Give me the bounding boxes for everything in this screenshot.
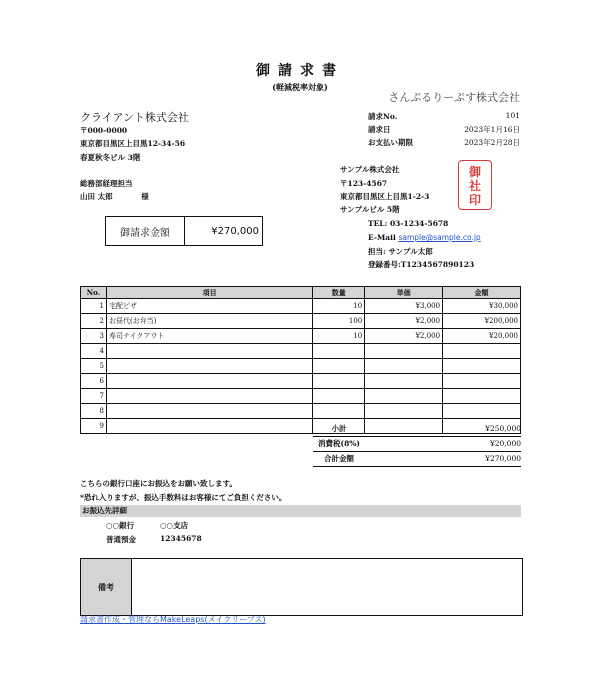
- meta-key: 請求No.: [368, 112, 398, 121]
- issuer-logo-text: さんぷるりーぷす株式会社: [388, 91, 520, 104]
- row-amount: ¥20,000: [443, 329, 521, 344]
- fee-note: *恐れ入りますが、振込手数料はお客様にてご負担ください。: [80, 493, 287, 502]
- row-amount: ¥200,000: [443, 314, 521, 329]
- company-seal-stamp: [458, 160, 492, 210]
- client-address2: 春夏秋冬ビル 3階: [80, 153, 141, 162]
- grand-total-value: ¥270,000: [485, 454, 521, 463]
- row-unit-price: ¥2,000: [365, 329, 443, 344]
- row-item: [106, 344, 312, 359]
- seal-char: 御: [468, 165, 481, 179]
- table-row: [81, 329, 521, 344]
- table-row: [81, 404, 521, 419]
- client-department: 総務部経理担当: [80, 179, 133, 188]
- row-item: [106, 389, 312, 404]
- meta-due-date: [368, 137, 520, 148]
- meta-invoice-no: [368, 111, 520, 122]
- meta-invoice-date: [368, 124, 520, 135]
- row-qty: 100: [313, 314, 365, 329]
- row-unit-price: [365, 359, 443, 374]
- bank-branch: ○○支店: [160, 521, 189, 530]
- row-no: 5: [81, 359, 107, 374]
- row-no: 9: [81, 419, 107, 434]
- row-unit-price: [365, 374, 443, 389]
- makeleaps-link[interactable]: 請求書作成・管理ならMakeLeaps(メイクリープス): [80, 615, 266, 624]
- row-amount: [443, 404, 521, 419]
- issuer-address1: 東京都目黒区上目黒1-2-3: [340, 192, 430, 201]
- meta-value: 2023年2月28日: [464, 138, 520, 147]
- row-no: 1: [81, 299, 107, 314]
- tax-value: ¥20,000: [489, 439, 521, 448]
- seal-char: 印: [468, 193, 481, 207]
- table-row: [81, 314, 521, 329]
- row-item: 寿司テイクアウト: [106, 329, 312, 344]
- row-qty: [313, 404, 365, 419]
- table-header-row: [81, 287, 521, 299]
- issuer-email-label: E-Mail: [368, 233, 396, 242]
- client-address1: 東京都目黒区上目黒12-34-56: [80, 139, 186, 148]
- header-qty: 数量: [313, 287, 365, 299]
- row-amount: [443, 389, 521, 404]
- row-unit-price: [365, 389, 443, 404]
- row-qty: 10: [313, 299, 365, 314]
- meta-key: 請求日: [368, 125, 391, 134]
- account-number: 12345678: [160, 534, 202, 543]
- row-no: 8: [81, 404, 107, 419]
- header-unit-price: 単価: [365, 287, 443, 299]
- tax-row: [313, 437, 521, 452]
- row-no: 4: [81, 344, 107, 359]
- row-no: 3: [81, 329, 107, 344]
- header-item: 項目: [106, 287, 312, 299]
- row-unit-price: ¥2,000: [365, 314, 443, 329]
- row-qty: [313, 359, 365, 374]
- client-name: クライアント株式会社: [80, 111, 189, 124]
- client-honorific: 様: [141, 192, 149, 201]
- issuer-email-line: [368, 233, 481, 242]
- document-title: 御請求書: [256, 63, 344, 79]
- seal-char: 社: [468, 179, 481, 193]
- items-table: [80, 286, 521, 434]
- issuer-postal: 〒123-4567: [340, 179, 388, 188]
- row-amount: [443, 359, 521, 374]
- invoice-total-value: ¥270,000: [211, 225, 259, 237]
- issuer-tel: TEL: 03-1234-5678: [368, 219, 449, 228]
- invoice-total-label: 御請求金額: [106, 217, 185, 245]
- payment-note: こちらの銀行口座にお振込をお願い致します。: [80, 479, 237, 488]
- row-qty: [313, 389, 365, 404]
- meta-value: 101: [505, 111, 520, 120]
- row-unit-price: ¥3,000: [365, 299, 443, 314]
- remarks-box: [80, 558, 523, 616]
- row-unit-price: [365, 344, 443, 359]
- row-qty: [313, 374, 365, 389]
- client-person-line: [80, 191, 149, 202]
- row-amount: ¥30,000: [443, 299, 521, 314]
- row-qty: [313, 344, 365, 359]
- subtotal-value: ¥250,000: [485, 424, 521, 433]
- table-row: [81, 344, 521, 359]
- issuer-registration: 登録番号:T1234567890123: [368, 260, 475, 269]
- header-amount: 金額: [443, 287, 521, 299]
- row-qty: 10: [313, 329, 365, 344]
- issuer-contact: 担当: サンプル太郎: [368, 247, 433, 256]
- row-item: [106, 404, 312, 419]
- table-row: [81, 389, 521, 404]
- meta-value: 2023年1月16日: [464, 125, 520, 134]
- account-type: 普通預金: [106, 535, 136, 544]
- grand-total-row: [313, 452, 521, 467]
- row-no: 7: [81, 389, 107, 404]
- row-item: お昼代(お弁当): [106, 314, 312, 329]
- client-postal: 〒000-0000: [80, 126, 128, 135]
- remarks-label: 備考: [81, 559, 132, 615]
- row-amount: [443, 344, 521, 359]
- row-item: [106, 374, 312, 389]
- table-row: [81, 299, 521, 314]
- meta-key: お支払い期限: [368, 138, 413, 147]
- table-row: [81, 374, 521, 389]
- row-no: 6: [81, 374, 107, 389]
- grand-total-label: 合計金額: [324, 454, 354, 463]
- client-person: 山田 太郎: [80, 192, 113, 201]
- row-item: 宅配ピザ: [106, 299, 312, 314]
- bank-name: ○○銀行: [106, 521, 135, 530]
- issuer-address2: サンプルビル 5階: [340, 205, 400, 214]
- bank-details-header: お振込先詳細: [80, 505, 521, 517]
- row-amount: [443, 374, 521, 389]
- subtotal-row: [313, 422, 521, 437]
- subtotal-label: 小計: [331, 424, 347, 433]
- invoice-total-box: [105, 216, 263, 246]
- issuer-email-link[interactable]: sample@sample.co.jp: [398, 233, 481, 242]
- row-unit-price: [365, 404, 443, 419]
- row-item: [106, 359, 312, 374]
- document-subtitle: (軽減税率対象): [272, 82, 328, 92]
- row-item: [106, 419, 312, 434]
- tax-label: 消費税(8%): [318, 439, 360, 448]
- remarks-body[interactable]: [132, 559, 522, 615]
- issuer-name: サンプル株式会社: [340, 165, 400, 174]
- header-no: No.: [81, 287, 107, 299]
- row-no: 2: [81, 314, 107, 329]
- table-row: [81, 359, 521, 374]
